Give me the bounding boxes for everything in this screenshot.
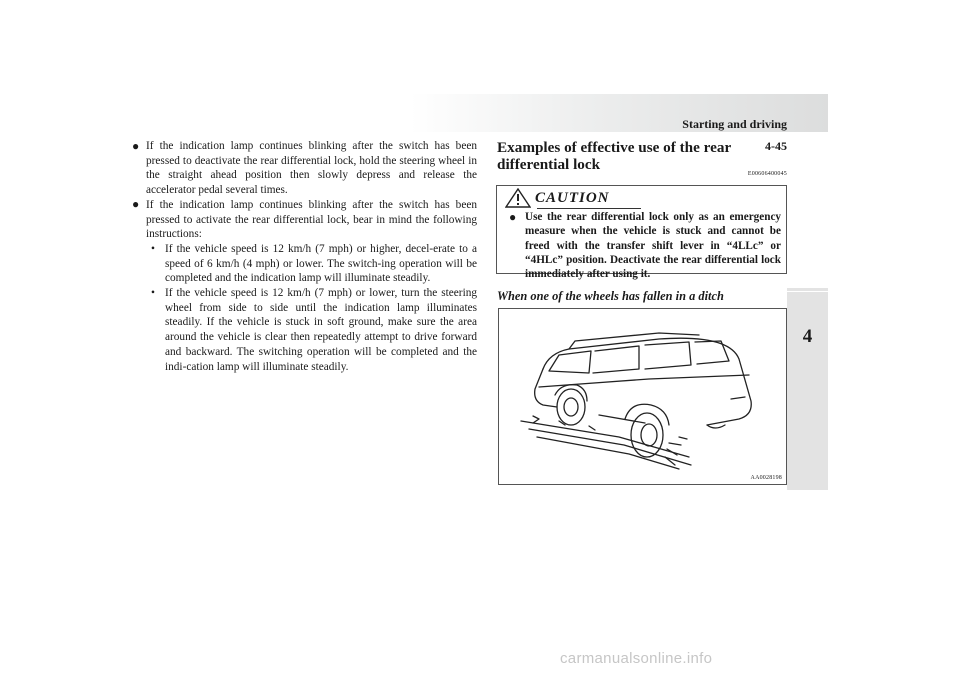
sub-item-high-speed-text: If the vehicle speed is 12 km/h (7 mph) or higher, decel-erate to a speed of 6 km/h (4 mph) or lower. The switch-ing operation will be completed and the indication lamp will illuminate steadily. bbox=[165, 242, 477, 285]
caution-header bbox=[503, 188, 653, 208]
heading-code: E00606400045 bbox=[747, 171, 787, 177]
caution-label: CAUTION bbox=[535, 190, 610, 206]
subheading-ditch: When one of the wheels has fallen in a ditch bbox=[497, 289, 724, 303]
section-title: Starting and driving bbox=[682, 117, 787, 131]
sub-bullet-icon: • bbox=[151, 242, 155, 255]
sub-bullet-icon: • bbox=[151, 287, 155, 300]
caution-bullet: ● Use the rear differential lock only as an emergency measure when the vehicle is stuck and cannot be freed with the transfer shift lever in “4LLc” or “4HLc” position. Deactivate the rear differential lock immediately after using it. bbox=[509, 210, 781, 281]
vehicle-in-ditch-illustration bbox=[499, 309, 786, 484]
watermark: carmanualsonline.info bbox=[560, 650, 713, 667]
caution-underline bbox=[537, 208, 641, 209]
sub-item-low-speed bbox=[146, 286, 477, 374]
left-column bbox=[132, 139, 477, 374]
chapter-number: 4 bbox=[802, 326, 813, 347]
bullet-item-activate bbox=[132, 198, 477, 374]
bullet-item-deactivate: ● If the indication lamp continues blinking after the switch has been pressed to deactivate the rear differential lock, hold the steering wheel in the straight ahead position then slowly depress and release the accelerator pedal several times. bbox=[132, 139, 477, 198]
section-heading: Examples of effective use of the rear differential lock bbox=[497, 139, 731, 173]
chapter-tab bbox=[787, 288, 828, 490]
sub-item-low-speed-text: If the vehicle speed is 12 km/h (7 mph) or lower, turn the steering wheel from side to side until the indication lamp illuminates steadily. If the vehicle is stuck in soft ground, make sure the area around the vehicle is clear then repeatedly attempt to drive forward and backward. The switching operation will be completed and the indi-cation lamp will illuminate steadily. bbox=[165, 287, 477, 373]
warning-triangle-icon bbox=[505, 188, 531, 208]
caution-text bbox=[509, 210, 781, 281]
chapter-divider bbox=[787, 291, 828, 292]
caution-box bbox=[496, 185, 787, 281]
sub-item-high-speed bbox=[146, 242, 477, 286]
page-number: 4-45 bbox=[765, 139, 787, 153]
bullet-item-activate-text: If the indication lamp continues blinking after the switch has been pressed to activate the rear differential lock, bear in mind the following instructions: bbox=[146, 198, 477, 241]
figure-code: AA0028198 bbox=[750, 475, 782, 481]
figure-wheel-in-ditch bbox=[498, 308, 787, 485]
